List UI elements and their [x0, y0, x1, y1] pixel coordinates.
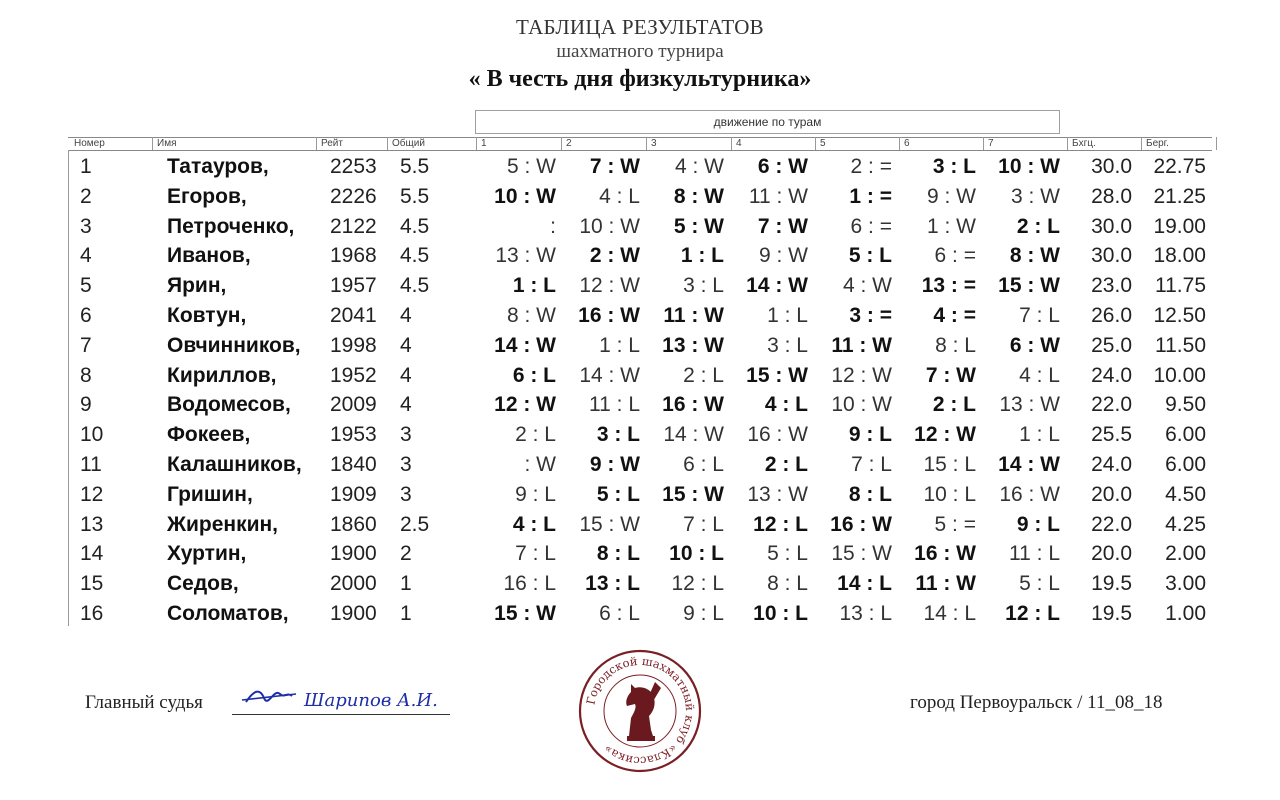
player-buchholz: 19.5 [1091, 572, 1132, 596]
round-result: 16 : L [503, 572, 556, 596]
table-row [0, 182, 1280, 212]
round-result: 12 : W [914, 423, 976, 447]
round-result: 11 : W [915, 572, 976, 596]
round-result: 16 : W [578, 304, 640, 327]
stamp-text: Городской шахматный клуб «Классика» [583, 653, 698, 769]
signature-text: Шарипов А.И. [304, 690, 438, 711]
round-result: 13 : W [662, 333, 724, 357]
player-berger: 21.25 [1153, 184, 1206, 208]
player-name: Ярин, [167, 274, 227, 298]
round-result: 2 : L [683, 363, 724, 387]
col-rating-header: Рейт [316, 137, 343, 150]
player-name: Овчинников, [167, 333, 301, 357]
player-berger: 6.00 [1165, 453, 1206, 476]
player-number: 8 [80, 363, 92, 387]
round-result: 12 : W [831, 363, 892, 387]
round-result: 16 : W [914, 542, 976, 566]
player-rating: 1957 [330, 274, 377, 298]
round-result: 14 : W [663, 423, 724, 447]
player-number: 15 [80, 572, 104, 596]
round-result: 3 : L [596, 423, 640, 447]
col-round-1-header: 1 [476, 137, 487, 150]
player-number: 10 [80, 423, 104, 447]
player-berger: 4.25 [1165, 512, 1206, 536]
round-result: 6 : L [683, 453, 724, 476]
player-berger: 4.50 [1165, 482, 1206, 506]
round-result: 15 : W [662, 482, 724, 506]
table-row [0, 301, 1280, 331]
player-rating: 2226 [330, 184, 377, 208]
chess-knight-icon [626, 682, 661, 741]
table-row [0, 450, 1280, 480]
player-rating: 1968 [330, 244, 377, 268]
player-total: 4 [400, 393, 412, 417]
player-name: Кириллов, [167, 363, 277, 387]
player-number: 5 [80, 274, 92, 298]
player-name: Калашников, [167, 453, 302, 476]
player-total: 3 [400, 453, 412, 476]
round-result: 15 : W [746, 363, 808, 387]
round-result: 7 : L [1019, 304, 1060, 327]
round-result: 11 : L [1009, 542, 1060, 566]
table-row [0, 480, 1280, 510]
round-result: 6 : L [599, 602, 640, 625]
player-name: Водомесов, [167, 393, 291, 417]
round-result: 7 : W [925, 363, 976, 387]
player-total: 4 [400, 304, 412, 327]
col-round-6-header: 6 [899, 137, 910, 150]
round-result: 8 : L [767, 572, 808, 596]
round-result: : [550, 214, 556, 238]
round-result: 4 : W [842, 274, 892, 298]
round-result: 5 : W [506, 155, 556, 178]
player-rating: 1900 [330, 542, 377, 566]
player-name: Петроченко, [167, 214, 295, 238]
player-rating: 1900 [330, 602, 377, 625]
player-buchholz: 26.0 [1091, 304, 1132, 327]
round-result: 14 : W [746, 274, 808, 298]
signature-line [232, 714, 450, 715]
round-result: 16 : W [999, 482, 1060, 506]
round-result: 11 : W [663, 304, 724, 327]
col-number-header: Номер [74, 138, 105, 149]
player-rating: 2253 [330, 155, 377, 178]
player-total: 4.5 [400, 244, 430, 268]
player-buchholz: 25.0 [1091, 333, 1132, 357]
player-name: Хуртин, [167, 542, 247, 566]
player-total: 2.5 [400, 512, 430, 536]
round-result: 10 : W [494, 184, 556, 208]
round-result: 10 : L [669, 542, 724, 566]
player-name: Гришин, [167, 482, 253, 506]
table-row [0, 539, 1280, 569]
round-result: 15 : W [494, 602, 556, 625]
player-total: 3 [400, 423, 412, 447]
round-result: 16 : W [662, 393, 724, 417]
player-berger: 11.75 [1155, 274, 1206, 298]
player-berger: 2.00 [1165, 542, 1206, 566]
city-date: город Первоуральск / 11_08_18 [910, 692, 1163, 713]
round-result: 6 : = [934, 244, 976, 268]
player-total: 4 [400, 363, 412, 387]
round-result: 3 : W [1010, 184, 1060, 208]
col-total-header: Общий [387, 137, 425, 150]
col-round-7-header: 7 [983, 137, 994, 150]
player-rating: 1909 [330, 482, 377, 506]
player-name: Иванов, [167, 244, 251, 268]
round-result: 9 : W [758, 244, 808, 268]
round-result: 8 : W [506, 304, 556, 327]
player-berger: 11.50 [1155, 333, 1206, 357]
table-row [0, 569, 1280, 599]
round-result: 3 : L [683, 274, 724, 298]
round-result: 10 : W [831, 393, 892, 417]
round-result: 6 : L [512, 363, 556, 387]
table-row [0, 152, 1280, 182]
round-result: 2 : = [850, 155, 892, 178]
player-total: 5.5 [400, 155, 430, 178]
player-berger: 19.00 [1153, 214, 1206, 238]
round-result: 14 : L [837, 572, 892, 596]
col-berger-header: Берг. [1141, 137, 1217, 150]
round-result: 2 : W [589, 244, 640, 268]
round-result: 13 : W [999, 393, 1060, 417]
page-title: ТАБЛИЦА РЕЗУЛЬТАТОВ [516, 15, 764, 39]
round-result: 15 : W [831, 542, 892, 566]
player-berger: 10.00 [1153, 363, 1206, 387]
round-result: 8 : L [935, 333, 976, 357]
table-row [0, 420, 1280, 450]
round-result: 1 : L [767, 304, 808, 327]
round-result: 5 : L [596, 482, 640, 506]
table-row [0, 271, 1280, 301]
table-row [0, 390, 1280, 420]
event-name: « В честь дня физкультурника» [468, 66, 812, 92]
round-result: 1 : L [680, 244, 724, 268]
table-row [0, 361, 1280, 391]
round-result: 12 : W [579, 274, 640, 298]
player-number: 16 [80, 602, 104, 625]
tournament-header [0, 14, 1280, 94]
round-result: 14 : W [494, 333, 556, 357]
player-berger: 6.00 [1165, 423, 1206, 447]
table-row [0, 331, 1280, 361]
player-rating: 2000 [330, 572, 377, 596]
player-buchholz: 30.0 [1091, 214, 1132, 238]
player-rating: 1860 [330, 512, 377, 536]
table-row [0, 510, 1280, 540]
round-result: 13 : W [495, 244, 556, 268]
round-result: 15 : W [998, 274, 1060, 298]
round-result: 5 : L [1019, 572, 1060, 596]
round-result: 1 : L [1019, 423, 1060, 447]
round-result: 12 : W [494, 393, 556, 417]
player-number: 1 [80, 155, 92, 178]
player-number: 9 [80, 393, 92, 417]
round-result: 5 : = [934, 512, 976, 536]
round-result: 11 : W [831, 333, 892, 357]
round-result: 15 : L [923, 453, 976, 476]
header-bottom-line [68, 150, 1212, 151]
round-result: 2 : L [1016, 214, 1060, 238]
player-number: 7 [80, 333, 92, 357]
round-result: 7 : W [589, 155, 640, 178]
col-round-4-header: 4 [731, 137, 742, 150]
player-berger: 22.75 [1153, 155, 1206, 178]
round-result: 13 : L [839, 602, 892, 625]
col-round-2-header: 2 [561, 137, 572, 150]
round-result: 5 : L [848, 244, 892, 268]
player-number: 12 [80, 482, 104, 506]
round-result: 14 : W [579, 363, 640, 387]
player-total: 4.5 [400, 214, 430, 238]
player-name: Фокеев, [167, 423, 251, 447]
col-round-3-header: 3 [646, 137, 657, 150]
player-buchholz: 19.5 [1091, 602, 1132, 625]
round-result: 2 : L [515, 423, 556, 447]
round-result: 8 : W [1009, 244, 1060, 268]
table-row [0, 212, 1280, 242]
round-result: 5 : L [767, 542, 808, 566]
round-result: 8 : W [673, 184, 724, 208]
round-result: 2 : L [764, 453, 808, 476]
round-result: 1 : L [512, 274, 556, 298]
player-buchholz: 20.0 [1091, 482, 1132, 506]
round-result: 1 : = [849, 184, 892, 208]
player-number: 6 [80, 304, 92, 327]
round-result: 6 : W [757, 155, 808, 178]
player-buchholz: 22.0 [1091, 512, 1132, 536]
player-berger: 3.00 [1165, 572, 1206, 596]
player-buchholz: 30.0 [1091, 244, 1132, 268]
player-name: Ковтун, [167, 304, 247, 327]
player-name: Егоров, [167, 184, 247, 208]
round-result: 7 : L [683, 512, 724, 536]
player-rating: 2009 [330, 393, 377, 417]
player-total: 3 [400, 482, 412, 506]
player-number: 3 [80, 214, 92, 238]
tours-header-box: движение по турам [475, 110, 1060, 134]
round-result: 7 : L [851, 453, 892, 476]
player-rating: 1952 [330, 363, 377, 387]
round-result: 10 : W [579, 214, 640, 238]
round-result: 4 : L [512, 512, 556, 536]
round-result: 4 : L [1019, 363, 1060, 387]
player-buchholz: 23.0 [1091, 274, 1132, 298]
player-berger: 18.00 [1153, 244, 1206, 268]
player-buchholz: 28.0 [1091, 184, 1132, 208]
round-result: 3 : = [849, 304, 892, 327]
player-number: 4 [80, 244, 92, 268]
round-result: 14 : L [923, 602, 976, 625]
player-total: 1 [400, 572, 412, 596]
round-result: 12 : L [1005, 602, 1060, 625]
round-result: 13 : = [921, 274, 976, 298]
page-subtitle: шахматного турнира [556, 41, 724, 62]
player-total: 2 [400, 542, 412, 566]
player-rating: 1840 [330, 453, 377, 476]
round-result: 8 : L [596, 542, 640, 566]
round-result: 9 : W [926, 184, 976, 208]
player-berger: 12.50 [1153, 304, 1206, 327]
round-result: 1 : L [599, 333, 640, 357]
round-result: 6 : W [1009, 333, 1060, 357]
player-buchholz: 25.5 [1091, 423, 1132, 447]
round-result: 10 : L [923, 482, 976, 506]
player-total: 5.5 [400, 184, 430, 208]
player-number: 13 [80, 512, 104, 536]
round-result: 4 : L [599, 184, 640, 208]
player-name: Седов, [167, 572, 239, 596]
round-result: 15 : W [579, 512, 640, 536]
club-stamp [577, 648, 703, 774]
player-buchholz: 22.0 [1091, 393, 1132, 417]
round-result: 6 : = [850, 214, 892, 238]
round-result: 4 : L [764, 393, 808, 417]
player-berger: 9.50 [1165, 393, 1206, 417]
round-result: : W [524, 453, 556, 476]
round-result: 13 : W [747, 482, 808, 506]
player-total: 4 [400, 333, 412, 357]
round-result: 9 : L [683, 602, 724, 625]
round-result: 12 : L [753, 512, 808, 536]
round-result: 2 : L [932, 393, 976, 417]
player-rating: 1953 [330, 423, 377, 447]
player-total: 1 [400, 602, 412, 625]
player-buchholz: 30.0 [1091, 155, 1132, 178]
round-result: 9 : L [1016, 512, 1060, 536]
player-name: Татауров, [167, 155, 269, 178]
player-rating: 2041 [330, 304, 377, 327]
round-result: 3 : L [767, 333, 808, 357]
round-result: 5 : W [673, 214, 724, 238]
chief-judge-label: Главный судья [85, 692, 203, 713]
round-result: 4 : = [933, 304, 976, 327]
col-buchholz-header: Бхгц. [1067, 137, 1096, 150]
round-result: 10 : L [753, 602, 808, 625]
round-result: 9 : W [589, 453, 640, 476]
round-result: 14 : W [998, 453, 1060, 476]
round-result: 16 : W [747, 423, 808, 447]
player-berger: 1.00 [1165, 602, 1206, 625]
col-name-header: Имя [152, 137, 176, 150]
player-name: Жиренкин, [167, 512, 279, 536]
round-result: 9 : L [515, 482, 556, 506]
round-result: 8 : L [848, 482, 892, 506]
player-number: 2 [80, 184, 92, 208]
player-name: Соломатов, [167, 602, 289, 625]
col-round-5-header: 5 [815, 137, 826, 150]
round-result: 13 : L [585, 572, 640, 596]
round-result: 1 : W [926, 214, 976, 238]
round-result: 7 : L [515, 542, 556, 566]
round-result: 16 : W [830, 512, 892, 536]
round-result: 10 : W [998, 155, 1060, 178]
table-row [0, 599, 1280, 629]
player-number: 14 [80, 542, 104, 566]
player-number: 11 [80, 453, 102, 476]
round-result: 12 : L [671, 572, 724, 596]
player-buchholz: 24.0 [1091, 363, 1132, 387]
table-row [0, 241, 1280, 271]
round-result: 11 : L [589, 393, 640, 417]
round-result: 4 : W [674, 155, 724, 178]
header-top-line [68, 137, 1212, 138]
round-result: 11 : W [748, 184, 808, 208]
player-buchholz: 24.0 [1091, 453, 1132, 476]
player-buchholz: 20.0 [1091, 542, 1132, 566]
player-rating: 1998 [330, 333, 377, 357]
player-rating: 2122 [330, 214, 377, 238]
player-total: 4.5 [400, 274, 430, 298]
round-result: 3 : L [932, 155, 976, 178]
round-result: 9 : L [848, 423, 892, 447]
round-result: 7 : W [757, 214, 808, 238]
